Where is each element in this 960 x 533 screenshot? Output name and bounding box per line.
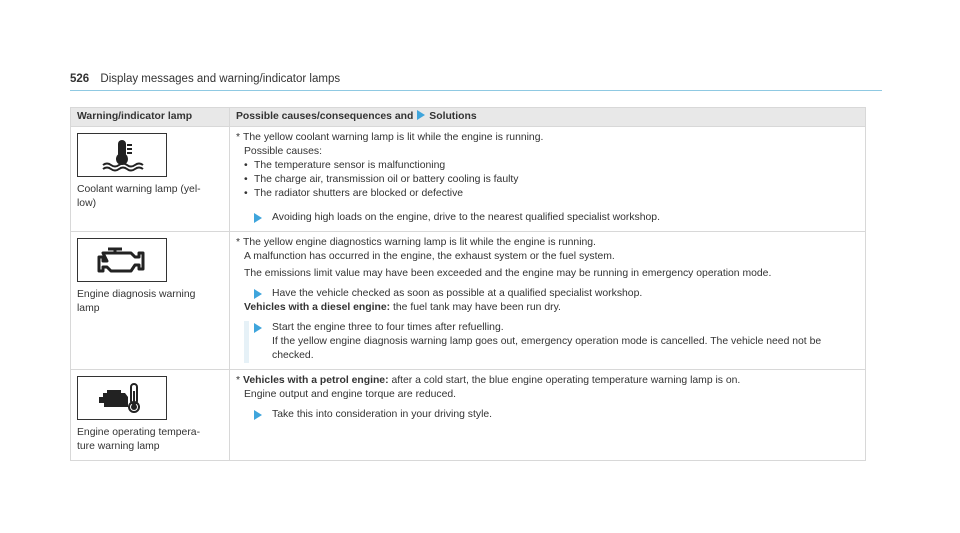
diesel-note: [236, 301, 859, 315]
solution-step: [236, 408, 859, 422]
solution-text: Take this into consideration in your driving style.: [272, 409, 493, 420]
cause-intro: [236, 131, 859, 145]
causes-cell: [230, 232, 866, 370]
lamp-cell: [71, 232, 230, 370]
petrol-text: after a cold start, the blue engine operating temperature warning lamp is on.: [388, 375, 741, 386]
engine-diagnosis-icon: [77, 238, 167, 282]
solution-step: [236, 321, 859, 363]
diesel-label: Vehicles with a diesel engine:: [244, 302, 391, 313]
causes-cell: [230, 370, 866, 461]
column-header-solutions-label: Solutions: [429, 111, 477, 122]
causes-cell: [230, 127, 866, 232]
table-header-row: [71, 108, 866, 127]
causes-label: Possible causes:: [244, 146, 322, 157]
solution-text: Have the vehicle checked as soon as possible at a qualified specialist workshop.: [272, 288, 643, 299]
solution-text: Avoiding high loads on the engine, drive to the nearest qualified specialist workshop.: [272, 212, 660, 223]
emissions-note: The emissions limit value may have been exceeded and the engine may be running in emergency operation mode.: [244, 268, 772, 279]
table-row: [71, 232, 866, 370]
engine-temperature-icon: [77, 376, 167, 420]
column-header-lamp: Warning/indicator lamp: [71, 108, 230, 127]
cause-intro: [236, 374, 859, 388]
cause-detail: A malfunction has occurred in the engine, the exhaust system or the fuel system.: [244, 251, 615, 262]
cause-intro-text: The yellow coolant warning lamp is lit while the engine is running.: [243, 132, 544, 143]
step-arrow-icon: [254, 410, 262, 420]
solution-step-block: [244, 321, 859, 363]
table-row: [71, 127, 866, 232]
step-arrow-icon: [254, 289, 262, 299]
solution-step: [236, 287, 859, 301]
header-rule: [70, 90, 882, 91]
cause-detail: Engine output and engine torque are reduced.: [244, 389, 457, 400]
asterisk-marker: *: [236, 375, 241, 386]
solution-text-line: Start the engine three to four times after refuelling.: [272, 322, 504, 333]
solution-detail: If the yellow engine diagnosis warning lamp goes out, emergency operation mode is cancelled. The vehicle need not be checked.: [272, 336, 822, 361]
cause-intro: [236, 236, 859, 250]
list-item: • The temperature sensor is malfunctioning: [244, 159, 859, 173]
solution-step: [236, 211, 859, 225]
asterisk-marker: *: [236, 132, 241, 143]
column-header-causes-label: Possible causes/consequences and: [236, 111, 414, 122]
lamp-cell: [71, 127, 230, 232]
list-item: • The charge air, transmission oil or battery cooling is faulty: [244, 173, 859, 187]
causes-list: [236, 159, 859, 201]
page-number: 526: [70, 73, 90, 85]
step-arrow-icon: [254, 323, 262, 333]
lamp-cell: [71, 370, 230, 461]
list-item: • The radiator shutters are blocked or defective: [244, 187, 859, 201]
lamp-name: Engine diagnosis warning lamp: [77, 289, 196, 314]
lamp-name: Coolant warning lamp (yel- low): [77, 184, 201, 209]
column-header-causes: [230, 108, 866, 127]
coolant-temperature-icon: [77, 133, 167, 177]
solutions-arrow-icon: [417, 110, 425, 120]
table-row: [71, 370, 866, 461]
asterisk-marker: *: [236, 237, 241, 248]
page-title: Display messages and warning/indicator lamps: [100, 73, 341, 85]
petrol-label: Vehicles with a petrol engine:: [243, 375, 389, 386]
diesel-text: the fuel tank may have been run dry.: [390, 302, 561, 313]
solution-text: [272, 321, 859, 363]
cause-intro-text: The yellow engine diagnostics warning lamp is lit while the engine is running.: [243, 237, 596, 248]
lamp-name: Engine operating tempera- ture warning lamp: [77, 427, 201, 452]
step-arrow-icon: [254, 213, 262, 223]
warning-lamps-table: [70, 107, 866, 461]
